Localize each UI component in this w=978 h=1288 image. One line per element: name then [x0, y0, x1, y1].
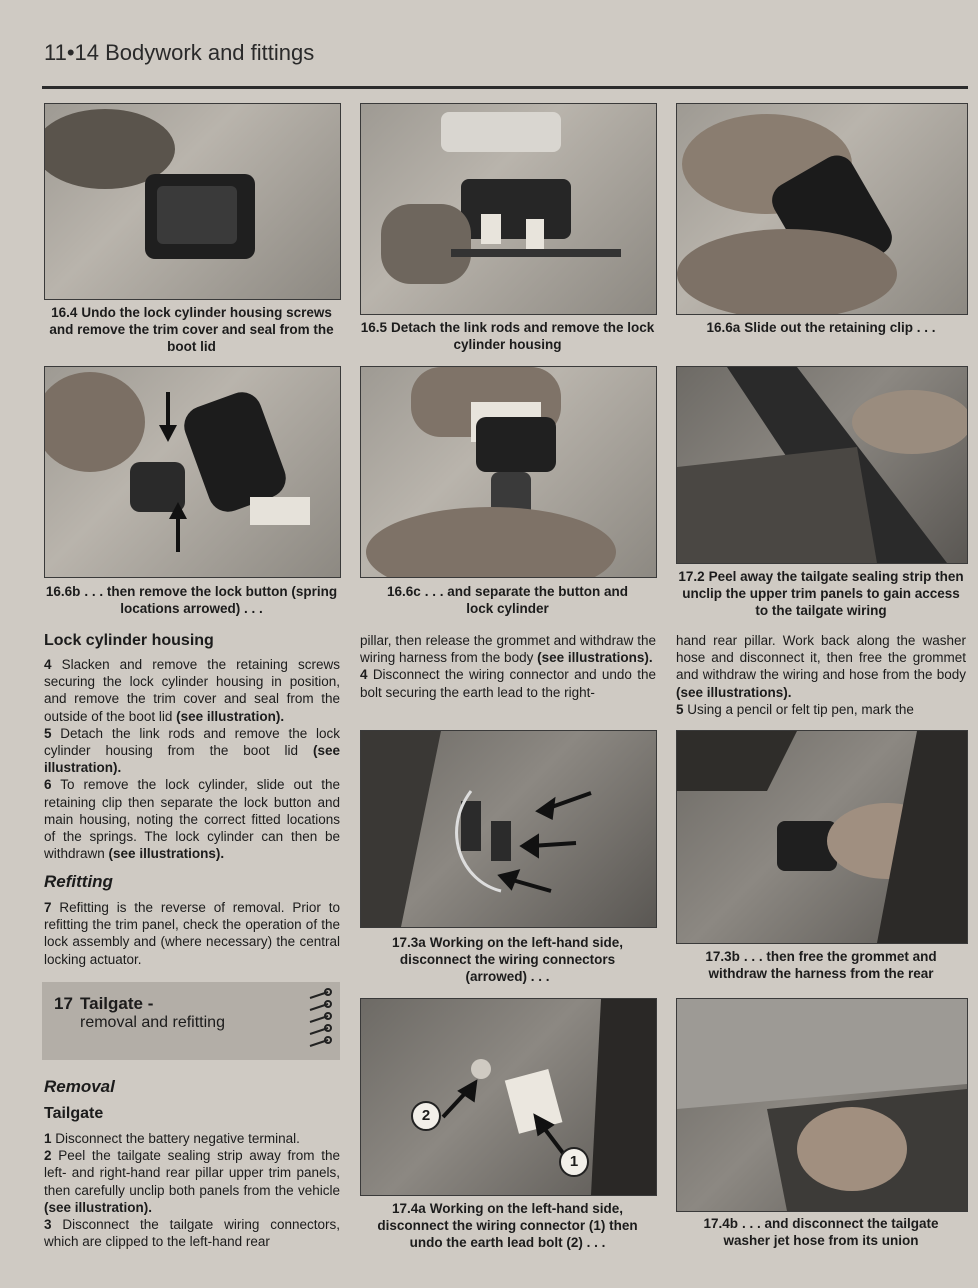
paragraph-5-ref: (see illustration).: [44, 743, 340, 776]
caption-16-5: [360, 319, 655, 353]
photo-17-2: [676, 366, 968, 564]
paragraph-1-text: Disconnect the battery negative terminal.: [55, 1131, 300, 1146]
photo-17-3a: [360, 730, 657, 928]
paragraph-6-ref: (see illustrations).: [108, 846, 225, 862]
paragraph-2-number: 2: [44, 1148, 52, 1164]
paragraph-2-ref: (see illustration).: [44, 1199, 153, 1215]
caption-16-6a-number: 16.6a: [706, 320, 741, 335]
caption-16-6c-text: . . . and separate the button and lock cylinder: [424, 584, 629, 616]
heading-removal: Removal: [44, 1077, 115, 1096]
paragraph-6: [44, 776, 340, 862]
photo-17-4a-image: [361, 999, 656, 1195]
paragraph-5-text: Detach the link rods and remove the lock cylinder housing from the boot lid: [44, 725, 340, 759]
photo-16-6c: [360, 366, 657, 578]
photo-16-5-image: [361, 104, 656, 314]
caption-17-3a-text: Working on the left-hand side, disconnect the wiring connectors (arrowed) . . .: [399, 935, 624, 984]
paragraph-5: [44, 725, 340, 777]
col1-text-block-1: [44, 656, 340, 862]
heading-lock-cylinder-housing: Lock cylinder housing: [44, 632, 214, 649]
caption-17-4a: [365, 1200, 650, 1251]
caption-17-4a-text: Working on the left-hand side, disconnect the wiring connector (1) then undo the earth lead bolt (2) . . .: [377, 1201, 638, 1250]
paragraph-4-cont-ref: (see illustrations).: [676, 684, 792, 700]
caption-17-3b-number: 17.3b: [705, 949, 740, 964]
caption-17-2-number: 17.2: [678, 569, 705, 584]
caption-17-3b: [690, 948, 952, 982]
paragraph-3-continued: [360, 632, 656, 666]
photo-16-4: [44, 103, 341, 300]
caption-16-4-number: 16.4: [51, 305, 78, 320]
difficulty-spanners-icon: [306, 988, 332, 1054]
paragraph-3-cont-text: pillar, then release the grommet and withdraw the wiring harness from the body: [360, 633, 656, 666]
caption-16-6a: [676, 319, 966, 336]
photo-label-1: 1: [559, 1147, 589, 1177]
heading-refitting: Refitting: [44, 872, 113, 891]
col3-text-block: [676, 632, 966, 718]
photo-16-6b-image: [45, 367, 340, 577]
paragraph-5-number: 5: [44, 725, 52, 741]
caption-16-6b-number: 16.6b: [45, 584, 81, 599]
paragraph-7-text: Refitting is the reverse of removal. Prior to refitting the trim panel, check the operation of the lock assembly and (where necessary) the central locking actuator.: [44, 900, 340, 967]
caption-17-4b-text: . . . and disconnect the tailgate washer jet hose from its union: [723, 1216, 939, 1248]
caption-17-4a-number: 17.4a: [391, 1201, 426, 1216]
page-header: 11•14 Bodywork and fittings: [44, 40, 315, 65]
caption-16-6b: [44, 583, 339, 617]
caption-16-6c: [380, 583, 635, 617]
paragraph-4-text: Slacken and remove the retaining screws securing the lock cylinder housing in position, and remove the trim cover and seal from the outside of the boot lid: [44, 657, 340, 724]
caption-16-5-text: Detach the link rods and remove the lock cylinder housing: [390, 320, 655, 352]
photo-17-3b-image: [677, 731, 967, 943]
photo-17-3a-image: [361, 731, 656, 927]
paragraph-4-number: 4: [44, 657, 52, 672]
section-number: 17: [54, 994, 73, 1013]
header-rule: [42, 86, 968, 89]
caption-17-2-text: Peel away the tailgate sealing strip then unclip the upper trim panels to gain access to the tailgate wiring: [682, 569, 964, 618]
paragraph-5-tailgate: [676, 701, 966, 718]
photo-16-4-image: [45, 104, 340, 299]
col1-text-block-3: [44, 1130, 340, 1250]
paragraph-1-number: 1: [44, 1131, 52, 1146]
photo-16-6a: [676, 103, 968, 315]
photo-16-5: [360, 103, 657, 315]
caption-17-4b-number: 17.4b: [703, 1216, 738, 1231]
paragraph-4-tailgate-text: Disconnect the wiring connector and undo the bolt securing the earth lead to the right-: [360, 667, 656, 700]
paragraph-3: [44, 1216, 340, 1250]
heading-tailgate: Tailgate: [44, 1105, 104, 1122]
photo-17-4a: [360, 998, 657, 1196]
paragraph-2: [44, 1147, 340, 1216]
col1-text-block-2: [44, 899, 340, 968]
caption-16-4-text: Undo the lock cylinder housing screws and remove the trim cover and seal from the boot lid: [49, 305, 334, 354]
paragraph-4-continued: [676, 632, 966, 701]
paragraph-4-tailgate: [360, 666, 656, 700]
photo-16-6b: [44, 366, 341, 578]
caption-17-4b: [690, 1215, 952, 1249]
paragraph-3-text: Disconnect the tailgate wiring connectors, which are clipped to the left-hand rear: [44, 1217, 340, 1250]
paragraph-5-tailgate-number: 5: [676, 701, 684, 717]
paragraph-3-number: 3: [44, 1217, 52, 1233]
caption-17-3b-text: . . . then free the grommet and withdraw the harness from the rear: [708, 949, 937, 981]
paragraph-7: [44, 899, 340, 968]
section-title: Tailgate -: [80, 994, 154, 1013]
paragraph-1: [44, 1130, 340, 1147]
paragraph-7-number: 7: [44, 900, 52, 915]
col2-text-block: [360, 632, 656, 701]
photo-label-2: 2: [411, 1101, 441, 1131]
caption-16-6b-text: . . . then remove the lock button (spring locations arrowed) . . .: [84, 584, 338, 616]
caption-16-6c-number: 16.6c: [386, 584, 421, 599]
section-subtitle: removal and refitting: [80, 1014, 225, 1031]
caption-16-6a-text: Slide out the retaining clip . . .: [744, 320, 936, 335]
paragraph-4-tailgate-number: 4: [360, 667, 368, 683]
paragraph-5-tailgate-text: Using a pencil or felt tip pen, mark the: [687, 701, 914, 717]
photo-16-6a-image: [677, 104, 967, 314]
paragraph-4-ref: (see illustration).: [176, 708, 285, 724]
caption-16-5-number: 16.5: [360, 320, 387, 335]
caption-17-3a: [380, 934, 635, 985]
caption-17-3a-number: 17.3a: [391, 935, 426, 950]
paragraph-6-number: 6: [44, 777, 52, 793]
photo-17-4b-image: [677, 999, 967, 1211]
paragraph-6-text: To remove the lock cylinder, slide out the retaining clip then separate the lock button and main housing, noting the correct fitted locations of the springs. The lock cylinder can then be withdrawn: [44, 777, 340, 862]
paragraph-3-cont-ref: (see illustrations).: [537, 650, 653, 666]
caption-17-2: [676, 568, 966, 619]
section-17-box: [42, 982, 340, 1060]
photo-16-6c-image: [361, 367, 656, 577]
photo-17-3b: [676, 730, 968, 944]
caption-16-4: [44, 304, 339, 355]
photo-17-4b: [676, 998, 968, 1212]
paragraph-4-cont-text: hand rear pillar. Work back along the washer hose and disconnect it, then free the grommet and withdraw the wiring and hose from the body: [676, 633, 966, 683]
paragraph-2-text: Peel the tailgate sealing strip away from the left- and right-hand rear pillar upper trim panels, then carefully unclip both panels from the vehicle: [44, 1148, 340, 1198]
photo-17-2-image: [677, 367, 967, 563]
paragraph-4: [44, 656, 340, 725]
